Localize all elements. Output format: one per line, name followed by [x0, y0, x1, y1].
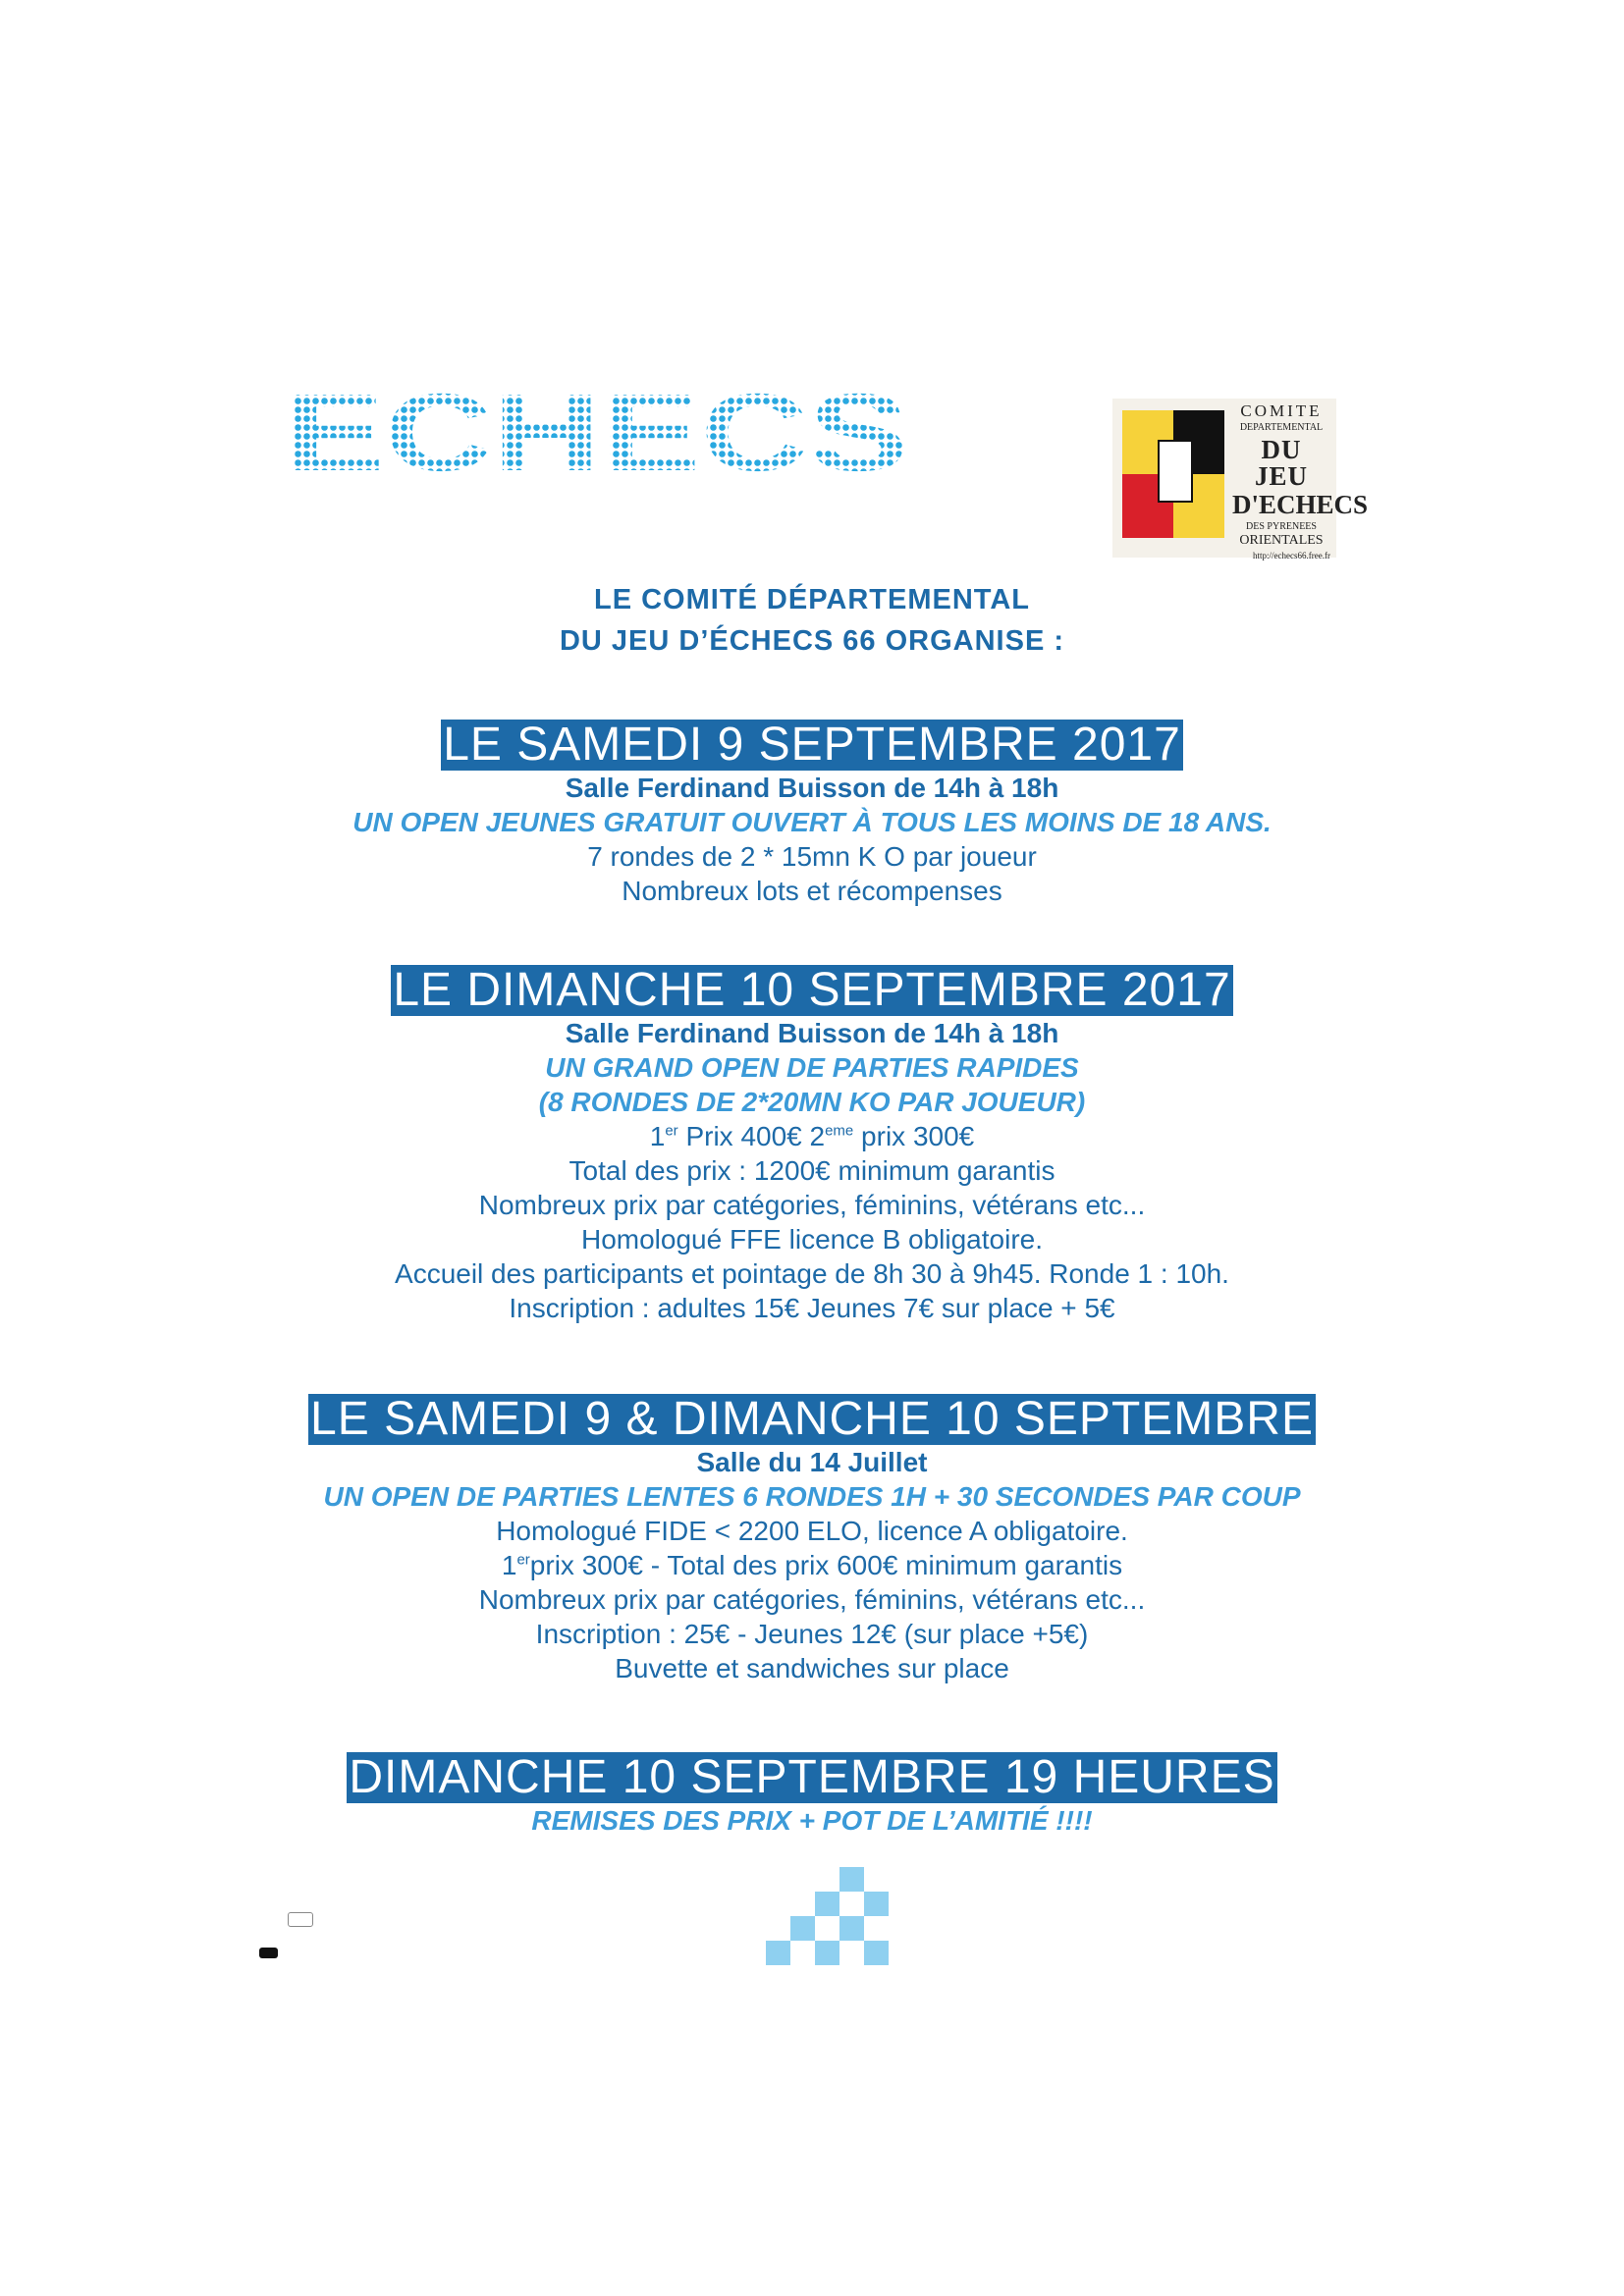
event-2-prize-a-sup: er [665, 1122, 678, 1140]
event-2-categories: Nombreux prix par catégories, féminins, vétérans etc... [478, 1190, 1146, 1220]
echecs-title [285, 388, 923, 476]
intro-line-1: LE COMITÉ DÉPARTEMENTAL [593, 584, 1031, 615]
event-4-header: DIMANCHE 10 SEPTEMBRE 19 HEURES [349, 1751, 1275, 1803]
event-2-highlight-1: UN GRAND OPEN DE PARTIES RAPIDES [545, 1052, 1079, 1083]
event-2-prize-line [0, 1119, 1624, 1153]
event-2-prize-c: prix 300€ [853, 1121, 975, 1151]
event-2-venue: Salle Ferdinand Buisson de 14h à 18h [565, 1018, 1059, 1048]
event-4 [0, 1752, 1624, 1838]
event-3-homologation: Homologué FIDE < 2200 ELO, licence A obligatoire. [496, 1516, 1128, 1546]
logo-line-6: ORIENTALES [1239, 533, 1324, 548]
event-1-header: LE SAMEDI 9 SEPTEMBRE 2017 [443, 719, 1181, 771]
event-3-header: LE SAMEDI 9 & DIMANCHE 10 SEPTEMBRE [310, 1393, 1314, 1445]
logo-line-1: COMITE [1240, 401, 1323, 420]
event-2-homologation: Homologué FFE licence B obligatoire. [580, 1224, 1043, 1255]
title-text: ECHECS [285, 388, 908, 476]
small-outlined-mark [288, 1912, 313, 1927]
event-2-header: LE DIMANCHE 10 SEPTEMBRE 2017 [393, 964, 1231, 1016]
event-3-categories: Nombreux prix par catégories, féminins, vétérans etc... [478, 1584, 1146, 1615]
chess-board-icon [1122, 410, 1224, 538]
event-1-highlight: UN OPEN JEUNES GRATUIT OUVERT À TOUS LES MOINS DE 18 ANS. [352, 807, 1272, 837]
event-3-refreshments: Buvette et sandwiches sur place [615, 1653, 1009, 1683]
event-2-welcome: Accueil des participants et pointage de 8h 30 à 9h45. Ronde 1 : 10h. [395, 1258, 1229, 1289]
event-1-rounds: 7 rondes de 2 * 15mn K O par joueur [587, 841, 1037, 872]
logo-line-2: DEPARTEMENTAL [1239, 422, 1324, 433]
logo-line-4: D'ECHECS [1232, 490, 1369, 519]
event-3-venue: Salle du 14 Juillet [696, 1447, 928, 1477]
event-2-prize-b-sup: eme [825, 1122, 854, 1140]
event-2-prize-a: 1 [649, 1121, 666, 1151]
event-3-prize-a-sup: er [516, 1551, 530, 1569]
logo-url: http://echecs66.free.fr [1253, 551, 1330, 561]
event-1-venue: Salle Ferdinand Buisson de 14h à 18h [565, 773, 1059, 803]
event-2-prize-b: Prix 400€ 2 [677, 1121, 826, 1151]
event-3-registration: Inscription : 25€ - Jeunes 12€ (sur place +5€) [535, 1619, 1089, 1649]
event-2-total: Total des prix : 1200€ minimum garantis [568, 1155, 1056, 1186]
event-2 [0, 965, 1624, 1325]
logo-line-5: DES PYRENEES [1246, 521, 1317, 532]
event-1-prizes: Nombreux lots et récompenses [622, 876, 1002, 906]
event-2-registration: Inscription : adultes 15€ Jeunes 7€ sur place + 5€ [509, 1293, 1115, 1323]
checker-pattern [766, 1867, 893, 1967]
logo-line-3: DU JEU [1254, 435, 1308, 491]
event-2-highlight-2: (8 RONDES DE 2*20MN KO PAR JOUEUR) [538, 1087, 1086, 1117]
event-3-prize-line [0, 1548, 1624, 1582]
event-3-highlight: UN OPEN DE PARTIES LENTES 6 RONDES 1H + 30 SECONDES PAR COUP [323, 1481, 1301, 1512]
committee-logo [1112, 399, 1369, 561]
small-dark-mark [259, 1948, 278, 1958]
event-3-prize-a: 1 [501, 1550, 517, 1580]
event-3-prize-b: prix 300€ - Total des prix 600€ minimum garantis [529, 1550, 1123, 1580]
event-4-highlight: REMISES DES PRIX + POT DE L’AMITIÉ !!!! [531, 1805, 1093, 1836]
intro-line-2: DU JEU D’ÉCHECS 66 ORGANISE : [559, 625, 1065, 657]
event-3 [0, 1394, 1624, 1685]
event-1 [0, 720, 1624, 908]
